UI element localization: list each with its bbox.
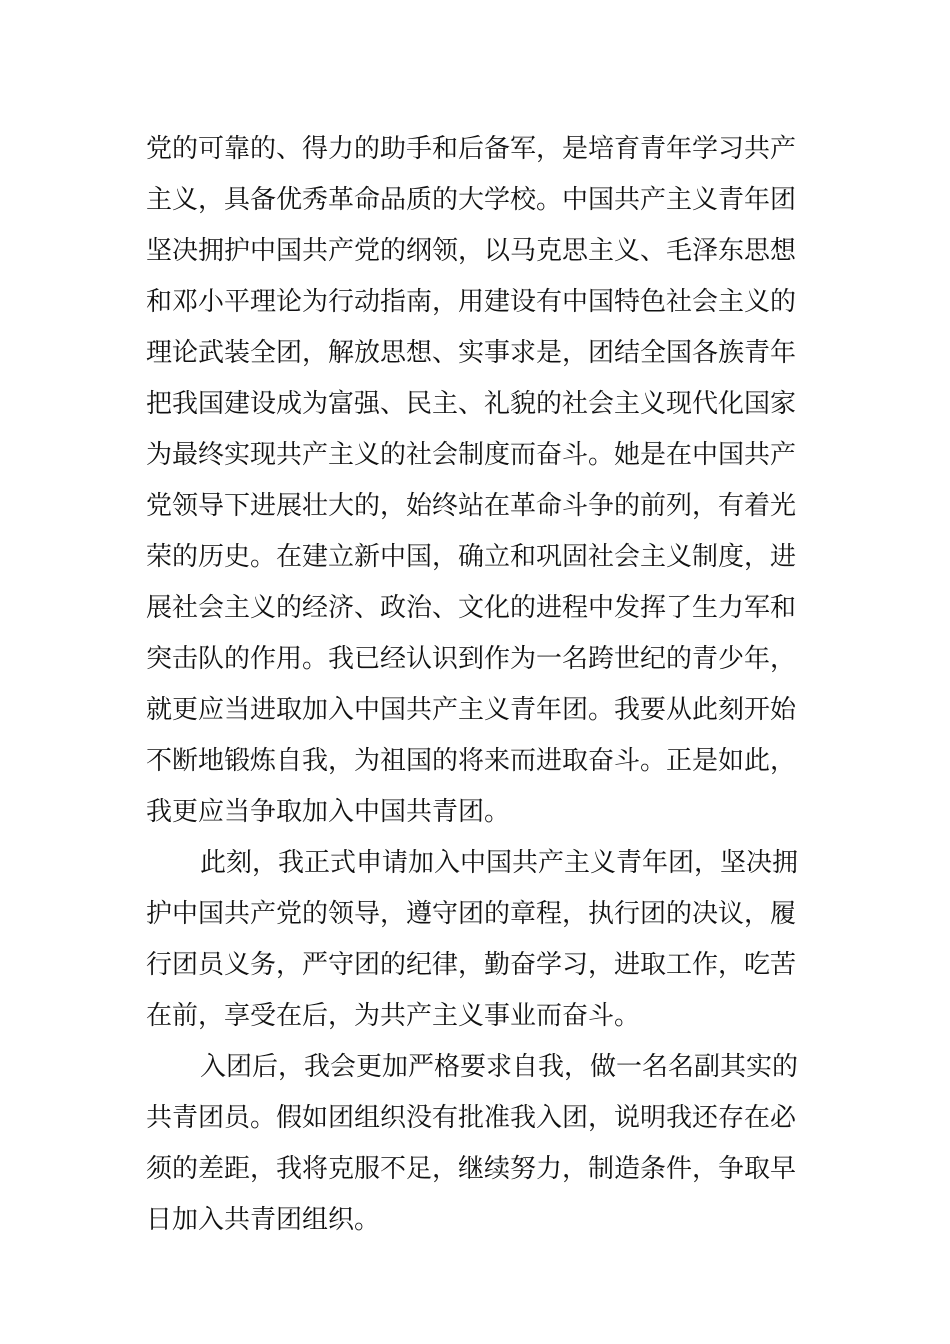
text-line: 党领导下进展壮大的，始终站在革命斗争的前列，有着光 [146,491,797,521]
text-line: 我更应当争取加入中国共青团。 [146,797,511,827]
text-line: 护中国共产党的领导，遵守团的章程，执行团的决议，履 [146,899,797,929]
text-line: 日加入共青团组织。 [146,1205,381,1235]
text-line: 坚决拥护中国共产党的纲领，以马克思主义、毛泽东思想 [146,236,797,266]
text-line: 突击队的作用。我已经认识到作为一名跨世纪的青少年， [146,644,797,674]
text-line: 就更应当进取加入中国共产主义青年团。我要从此刻开始 [146,695,797,725]
text-line: 为最终实现共产主义的社会制度而奋斗。她是在中国共产 [146,440,797,470]
text-line: 入团后，我会更加严格要求自我，做一名名副其实的 [200,1052,799,1082]
paragraph-3 [146,1042,808,1246]
text-line: 在前，享受在后，为共产主义事业而奋斗。 [146,1001,641,1031]
text-line: 此刻，我正式申请加入中国共产主义青年团，坚决拥 [200,848,799,878]
text-line: 须的差距，我将克服不足，继续努力，制造条件，争取早 [146,1154,797,1184]
text-line: 和邓小平理论为行动指南，用建设有中国特色社会主义的 [146,287,797,317]
paragraph-2 [146,838,808,1042]
text-line: 党的可靠的、得力的助手和后备军，是培育青年学习共产 [146,134,797,164]
paragraph-1 [146,124,808,838]
text-line: 展社会主义的经济、政治、文化的进程中发挥了生力军和 [146,593,797,623]
text-line: 荣的历史。在建立新中国，确立和巩固社会主义制度，进 [146,542,797,572]
text-line: 行团员义务，严守团的纪律，勤奋学习，进取工作，吃苦 [146,950,797,980]
text-line: 主义，具备优秀革命品质的大学校。中国共产主义青年团 [146,185,797,215]
text-line: 共青团员。假如团组织没有批准我入团，说明我还存在必 [146,1103,797,1133]
text-line: 理论武装全团，解放思想、实事求是，团结全国各族青年 [146,338,797,368]
document-body [146,124,808,1246]
text-line: 不断地锻炼自我，为祖国的将来而进取奋斗。正是如此， [146,746,797,776]
text-line: 把我国建设成为富强、民主、礼貌的社会主义现代化国家 [146,389,797,419]
